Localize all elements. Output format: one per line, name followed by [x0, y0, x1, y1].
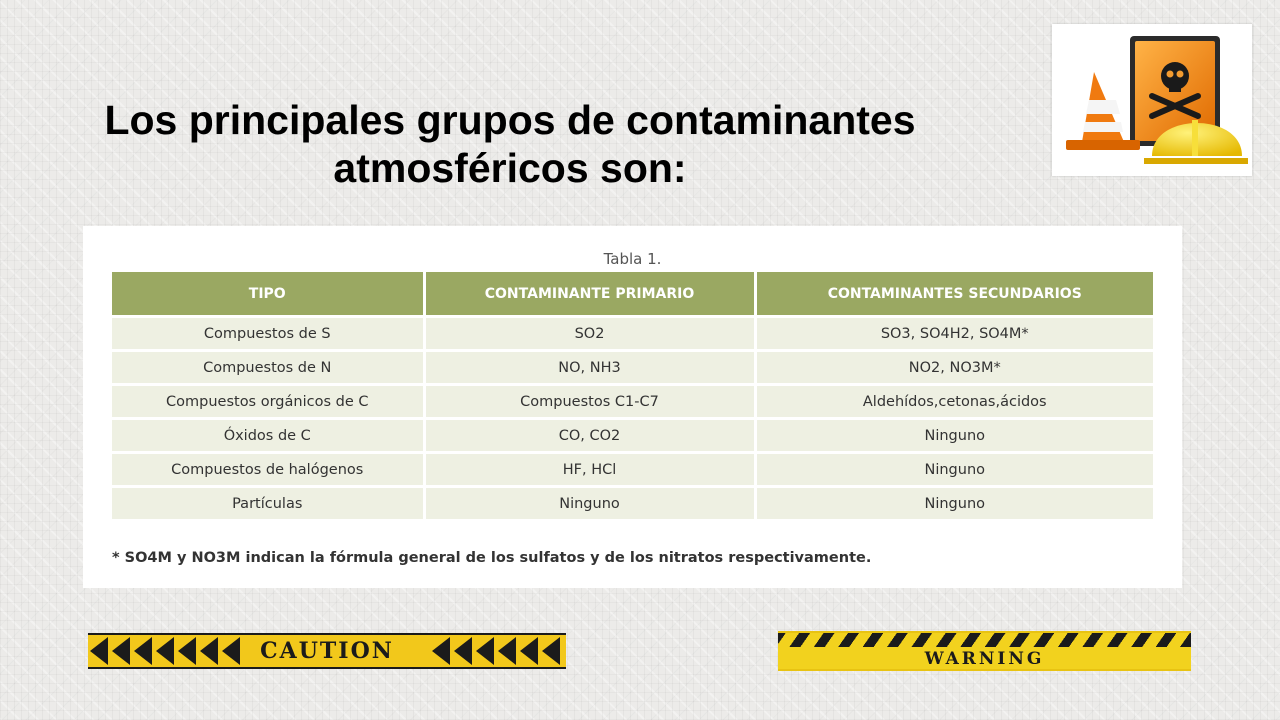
table-row — [112, 487, 1153, 520]
header-tipo: TIPO — [112, 272, 424, 317]
cell-tipo: Partículas — [112, 487, 424, 520]
warning-text: WARNING — [924, 649, 1045, 669]
hazard-stripes-icon — [778, 633, 1191, 647]
cell-tipo: Compuestos de halógenos — [112, 453, 424, 487]
cell-secundarios: NO2, NO3M* — [755, 351, 1153, 385]
cell-primario: Ninguno — [424, 487, 755, 520]
slide-title-line1: Los principales grupos de contaminantes — [104, 97, 916, 143]
cell-primario: HF, HCl — [424, 453, 755, 487]
chevron-left-icon — [90, 635, 244, 667]
hazard-sign-cone-helmet-icon — [1052, 24, 1252, 176]
table-row — [112, 385, 1153, 419]
cell-tipo: Compuestos orgánicos de C — [112, 385, 424, 419]
pollutants-table — [112, 272, 1153, 519]
table-row — [112, 453, 1153, 487]
cell-tipo: Compuestos de S — [112, 317, 424, 351]
cell-secundarios: Ninguno — [755, 487, 1153, 520]
table-caption: Tabla 1. — [603, 250, 662, 268]
table-header-row — [112, 272, 1153, 317]
cell-secundarios: Ninguno — [755, 419, 1153, 453]
header-contaminantes-secundarios: CONTAMINANTES SECUNDARIOS — [755, 272, 1153, 317]
table-footnote: * SO4M y NO3M indican la fórmula general de los sulfatos y de los nitratos respectivamente. — [112, 550, 872, 566]
slide-title-line2: atmosféricos son: — [333, 145, 687, 191]
hazard-image — [1052, 24, 1252, 176]
caution-tape — [88, 633, 566, 669]
table-row — [112, 351, 1153, 385]
cell-primario: SO2 — [424, 317, 755, 351]
header-contaminante-primario: CONTAMINANTE PRIMARIO — [424, 272, 755, 317]
cell-secundarios: Ninguno — [755, 453, 1153, 487]
table-row — [112, 317, 1153, 351]
table-row — [112, 419, 1153, 453]
cell-secundarios: Aldehídos,cetonas,ácidos — [755, 385, 1153, 419]
slide-title — [60, 96, 960, 192]
chevron-left-icon — [432, 635, 564, 667]
warning-tape — [778, 631, 1191, 671]
cell-primario: CO, CO2 — [424, 419, 755, 453]
table-panel — [83, 226, 1182, 588]
cell-primario: NO, NH3 — [424, 351, 755, 385]
cell-secundarios: SO3, SO4H2, SO4M* — [755, 317, 1153, 351]
caution-text: CAUTION — [252, 638, 402, 664]
cell-tipo: Compuestos de N — [112, 351, 424, 385]
cell-tipo: Óxidos de C — [112, 419, 424, 453]
cell-primario: Compuestos C1-C7 — [424, 385, 755, 419]
